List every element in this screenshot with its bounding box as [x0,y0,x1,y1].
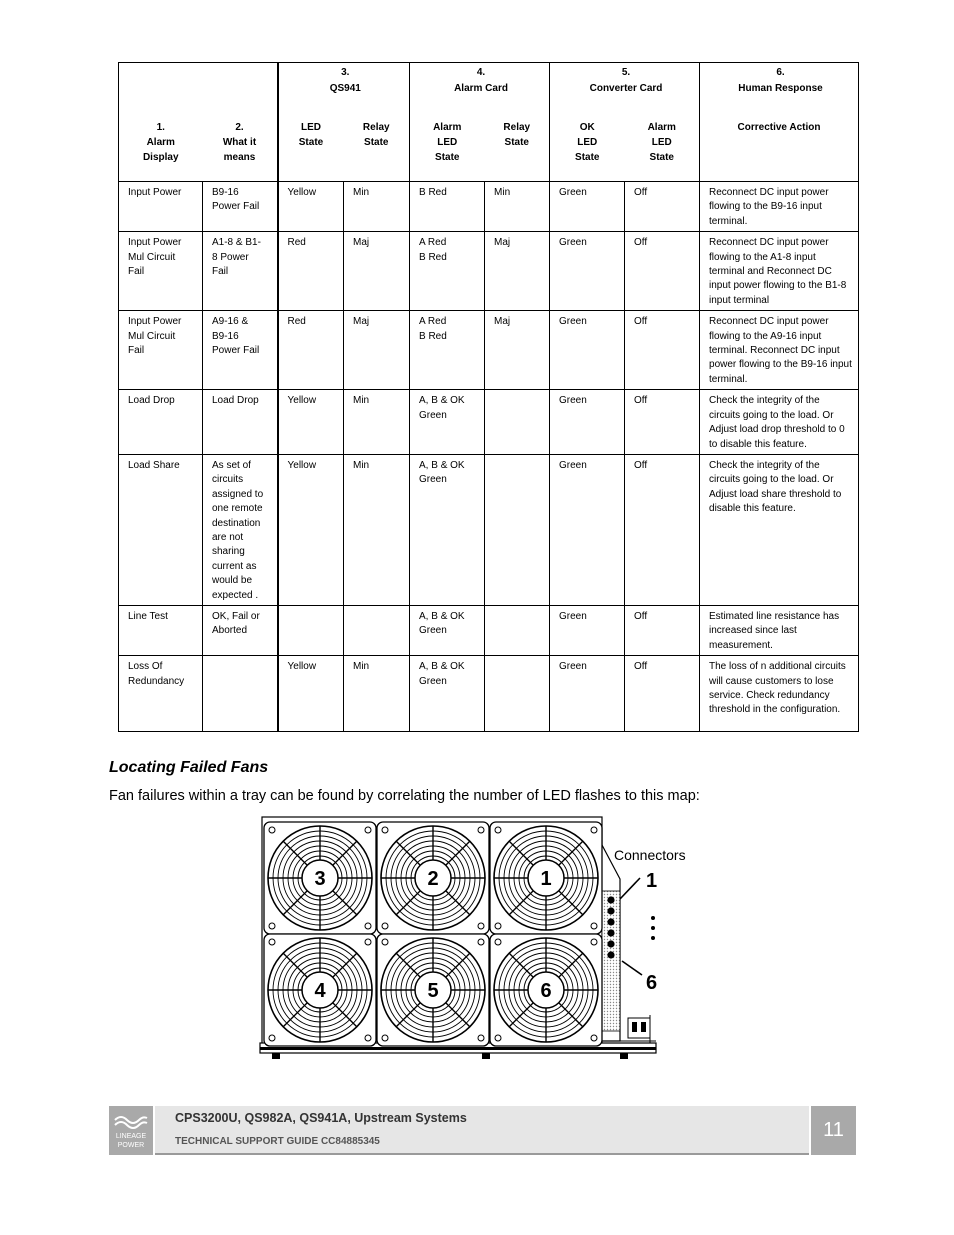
table-cell: A Red B Red [410,311,485,390]
fan-number-label: 3 [314,868,326,890]
column-header: Corrective Action [700,119,859,182]
connectors-label: Connectors [614,847,686,863]
table-cell: Line Test [119,605,203,655]
fan-tray-figure [258,815,698,1067]
page-number: 11 [811,1106,856,1155]
table-cell: Min [344,390,410,455]
connector-last-label: 6 [646,972,658,994]
table-row [119,182,859,232]
column-header: LED State [278,119,344,182]
connector-led [607,896,614,903]
table-cell: Reconnect DC input power flowing to the A1-8 input terminal and Reconnect DC input power flowing to the B1-8 input terminal [700,232,859,311]
group-header-row [119,63,859,120]
table-row [119,605,859,655]
table-cell: Off [625,182,700,232]
table-row [119,232,859,311]
connector-first-label: 1 [646,870,658,892]
table-cell: Green [550,232,625,311]
table-cell: Check the integrity of the circuits going to the load. Or Adjust load share threshold to disable this feature. [700,454,859,605]
table-cell [485,390,550,455]
table-cell: Maj [485,311,550,390]
connector-led [607,907,614,914]
table-cell: Green [550,605,625,655]
table-row [119,390,859,455]
table-cell: Red [278,232,344,311]
table-cell: Off [625,656,700,732]
table-row [119,656,859,732]
table-cell: A1-8 & B1- 8 Power Fail [203,232,278,311]
table-row [119,454,859,605]
fan-number-label: 5 [427,980,439,1002]
fan-tray-diagram [258,815,698,1067]
table-cell: Yellow [278,656,344,732]
table-cell: Green [550,182,625,232]
svg-text:POWER: POWER [117,1142,145,1149]
table-cell: As set of circuits assigned to one remote destination are not sharing current as would be expected . [203,454,278,605]
table-cell: Off [625,454,700,605]
table-cell: Check the integrity of the circuits going to the load. Or Adjust load drop threshold to 0 to disable this feature. [700,390,859,455]
fan-number-label: 1 [540,868,552,890]
table-cell [278,605,344,655]
alarm-table [118,62,859,732]
footer-title: CPS3200U, QS982A, QS941A, Upstream Systems [175,1111,467,1125]
column-header: Alarm LED State [625,119,700,182]
table-cell: Maj [485,232,550,311]
table-cell: A Red B Red [410,232,485,311]
table-row [119,311,859,390]
table-cell: Green [550,311,625,390]
table-cell: Min [344,182,410,232]
table-cell: A, B & OK Green [410,656,485,732]
column-header: OK LED State [550,119,625,182]
company-logo [109,1106,153,1155]
table-cell: Off [625,390,700,455]
connector-led [607,951,614,958]
table-cell: A, B & OK Green [410,390,485,455]
table-cell: Load Drop [119,390,203,455]
fan-number-label: 2 [427,868,439,890]
table-cell: B Red [410,182,485,232]
table-cell [344,605,410,655]
table-cell: Off [625,311,700,390]
table-cell [485,656,550,732]
connector-led [607,929,614,936]
table-cell: Red [278,311,344,390]
column-header: 1. Alarm Display [119,119,203,182]
group-header-converter-card: 5. Converter Card [550,63,700,120]
table-cell: Input Power [119,182,203,232]
table-cell: Load Share [119,454,203,605]
table-cell: Yellow [278,390,344,455]
table-cell: OK, Fail or Aborted [203,605,278,655]
table-cell: A, B & OK Green [410,605,485,655]
group-header-qs941: 3. QS941 [278,63,410,120]
section-text: Fan failures within a tray can be found by correlating the number of LED flashes to this map: [109,788,700,804]
group-header-human-response: 6. Human Response [700,63,859,120]
table-cell: Min [344,656,410,732]
table-cell: Min [485,182,550,232]
column-header-row [119,119,859,182]
table-cell: Loss Of Redundancy [119,656,203,732]
table-cell: Off [625,232,700,311]
column-header: Alarm LED State [410,119,485,182]
table-cell: The loss of n additional circuits will cause customers to lose service. Check redundancy threshold in the configuration. [700,656,859,732]
table-cell: Off [625,605,700,655]
table-cell: Maj [344,232,410,311]
table-cell [203,656,278,732]
svg-text:LINEAGE: LINEAGE [115,1133,147,1140]
section-title: Locating Failed Fans [109,759,269,776]
table-cell: Yellow [278,454,344,605]
table-cell: A, B & OK Green [410,454,485,605]
table-cell: B9-16 Power Fail [203,182,278,232]
table-cell: Min [344,454,410,605]
column-header: Relay State [344,119,410,182]
fan [264,934,376,1046]
fan [377,934,489,1046]
fan [490,822,602,934]
table-cell: A9-16 & B9-16 Power Fail [203,311,278,390]
table-cell: Load Drop [203,390,278,455]
fan [264,822,376,934]
fan-number-label: 4 [314,980,326,1002]
table-cell: Green [550,390,625,455]
table-cell: Maj [344,311,410,390]
group-header-alarm-card: 4. Alarm Card [410,63,550,120]
table-cell: Reconnect DC input power flowing to the B9-16 input terminal. [700,182,859,232]
table-cell: Input Power Mul Circuit Fail [119,232,203,311]
fan [377,822,489,934]
table-body [119,182,859,732]
footer-subtitle: TECHNICAL SUPPORT GUIDE CC84885345 [175,1136,380,1147]
table-cell: Estimated line resistance has increased since last measurement. [700,605,859,655]
connector-led [607,918,614,925]
fan-number-label: 6 [540,980,552,1002]
table-cell: Green [550,454,625,605]
connector-led [607,940,614,947]
column-header: 2. What it means [203,119,278,182]
table-cell: Green [550,656,625,732]
table-cell: Reconnect DC input power flowing to the A9-16 input terminal. Reconnect DC input power flowing to the B9-16 input terminal. [700,311,859,390]
fan [490,934,602,1046]
table-cell: Input Power Mul Circuit Fail [119,311,203,390]
table-cell [485,605,550,655]
column-header: Relay State [485,119,550,182]
blank-header-cell [119,63,278,120]
table-cell [485,454,550,605]
table-cell: Yellow [278,182,344,232]
